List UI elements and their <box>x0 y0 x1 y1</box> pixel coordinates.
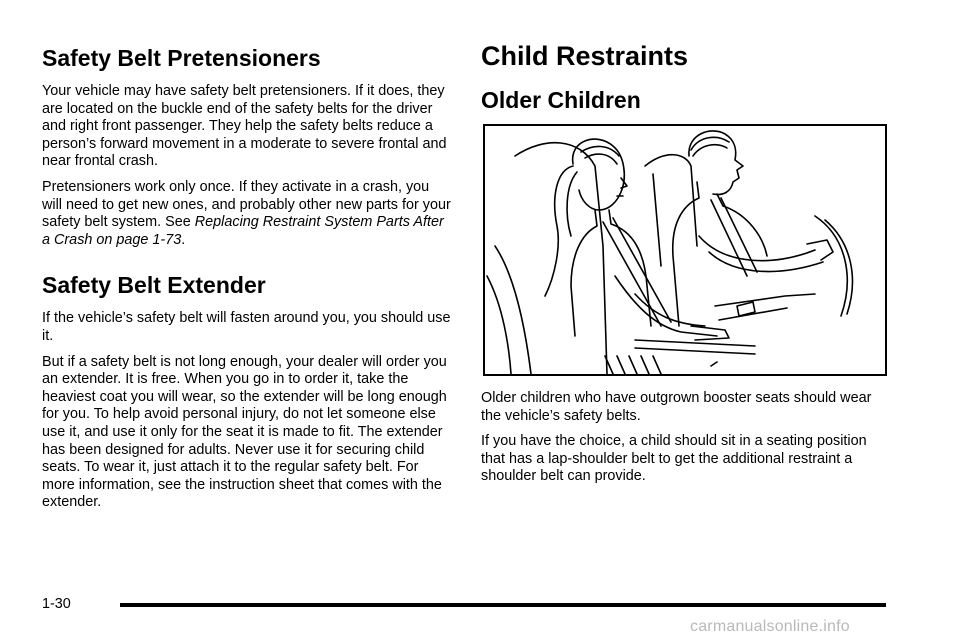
paragraph-extender-fasten: If the vehicle’s safety belt will fasten around you, you should use it. <box>42 310 451 344</box>
right-column <box>481 40 889 494</box>
lap-belt <box>635 340 755 346</box>
page-number: 1-30 <box>42 596 71 612</box>
left-column <box>42 44 452 520</box>
footer-divider <box>120 603 886 607</box>
child-torso <box>571 210 597 336</box>
paragraph-lap-shoulder-choice: If you have the choice, a child should sit in a seating position that has a lap-shoulder belt to get the additional restraint a shoulder belt can provide. <box>481 433 867 485</box>
cross-reference-link[interactable]: Replacing Restraint System Parts After a Crash on page 1-73 <box>42 214 444 248</box>
paragraph-pretensioners-once-text: Pretensioners work only once. If they activate in a crash, you will need to get new ones, and probably other new parts for your safety belt system. See <box>42 178 451 231</box>
adult-hand <box>807 240 833 260</box>
paragraph-extender-details: But if a safety belt is not long enough, your dealer will order you an extender. It is free. When you go in to order it, take the heaviest coat you will wear, so the extender will be long enough for you. To help avoid personal injury, do not let someone else use it, and use it only for the seat it is made to fit. The extender has been designed for adults. Never use it for securing child seats. To wear it, just attach it to the regular safety belt. For more information, see the instruction sheet that comes with the extender. <box>42 353 447 511</box>
watermark-logo: carmanualsonline.info <box>690 618 850 635</box>
steering-wheel <box>815 216 847 316</box>
paragraph-end-period: . <box>181 231 186 248</box>
heading-safety-belt-pretensioners: Safety Belt Pretensioners <box>42 45 321 71</box>
paragraph-pretensioners-once <box>42 179 452 249</box>
child-seat-back <box>515 143 607 374</box>
paragraph-older-children-belts: Older children who have outgrown booster seats should wear the vehicle’s safety belts. <box>481 390 872 424</box>
heading-child-restraints: Child Restraints <box>481 41 689 71</box>
adult-torso <box>673 182 699 326</box>
driver-seat-back <box>645 155 697 246</box>
heading-safety-belt-extender: Safety Belt Extender <box>42 272 266 299</box>
belted-passengers-drawing <box>485 126 885 374</box>
heading-older-children: Older Children <box>481 87 641 113</box>
paragraph-pretensioners-intro: Your vehicle may have safety belt pretensioners. If it does, they are located on the buckle end of the safety belts for the driver and right front passenger. They help the safety belts reduce a person’s forward movement in a moderate to severe frontal and near frontal crash. <box>42 83 447 170</box>
older-children-illustration <box>483 124 887 376</box>
